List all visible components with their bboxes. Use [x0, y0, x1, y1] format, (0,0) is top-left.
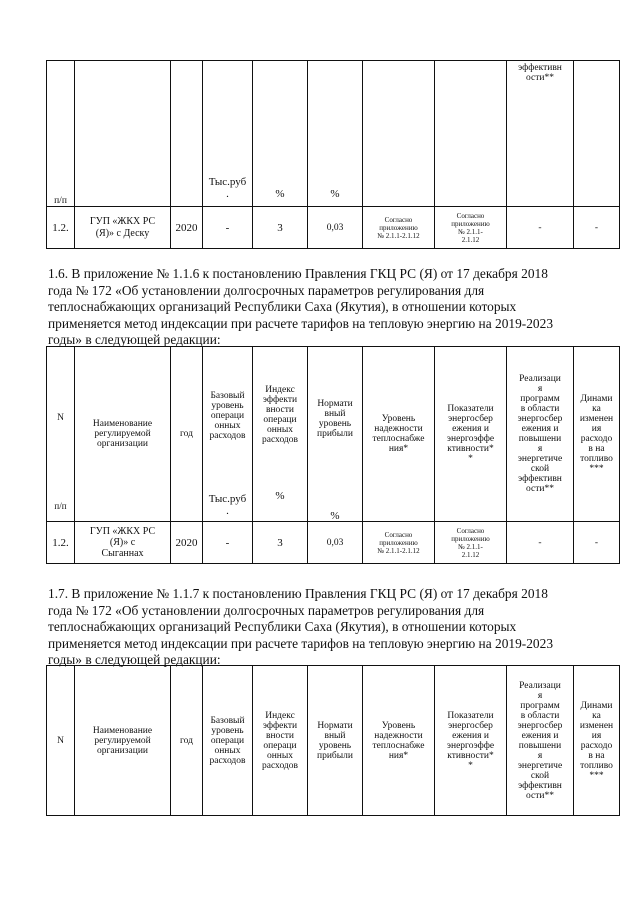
header-organization: Наименование регулируемой организации — [75, 347, 171, 522]
unit-percent: % — [275, 490, 285, 502]
header-tail: эффективн ости** — [507, 61, 574, 207]
unit-percent: % — [308, 61, 363, 207]
middle-table — [46, 346, 620, 564]
header-opex-index: Индекс эффекти вности оперaци онных расходов % — [253, 347, 308, 522]
unit-thousand-rub: Тыс.руб . — [208, 493, 247, 517]
header-profit-level: Нормати вный уровень прибыли — [308, 666, 363, 816]
unit-percent: % — [253, 61, 308, 207]
bottom-table — [46, 665, 620, 816]
header-fuel-dynamics: Динами ка изменен ия расходо в на топливо *** — [574, 347, 620, 522]
row-number-header: п/п — [47, 61, 75, 207]
table-row: 1.2. ГУП «ЖКХ РС (Я)» с Сыганнах 2020 - 3 0,03 Согласно приложению № 2.1.1-2.1.12 Согласно приложению № 2.1.1- 2.1.12 - - — [47, 522, 620, 564]
unit-thousand-rub: Тыс.руб . — [203, 61, 253, 207]
header-energy-saving: Показатели энергосбер ежения и энергоэффе ктивности* * — [435, 347, 507, 522]
header-opex-index: Индекс эффекти вности оперaци онных расходов — [253, 666, 308, 816]
header-base-opex: Базовый уровень оперaци онных расходов — [203, 666, 253, 816]
paragraph-1-6: 1.6. В приложение № 1.1.6 к постановлению Правления ГКЦ РС (Я) от 17 декабря 2018 года № 172 «Об установлении долгосрочных параметров регулирования для теплоснабжающих организаций Республики Саха (Якутия), в отношении которых применяется метод индексации при расчете тарифов на тепловую энергию на 2019-2023 годы» в следующей редакции: — [48, 266, 554, 347]
header-programs: Реализаци я программ в области энергосбер ежения и повышени я энергетиче ской эффективн ости** — [507, 347, 574, 522]
header-energy-saving: Показатели энергосбер ежения и энергоэффе ктивности* * — [435, 666, 507, 816]
table-row: 1.2. ГУП «ЖКХ РС (Я)» с Деску 2020 - 3 0,03 Согласно приложению № 2.1.1-2.1.12 Согласно приложению № 2.1.1- 2.1.12 - - — [47, 207, 620, 249]
header-profit-level: Нормати вный уровень прибыли % — [308, 347, 363, 522]
header-programs: Реализаци я программ в области энергосбер ежения и повышени я энергетиче ской эффективн ости** — [507, 666, 574, 816]
paragraph-1-7: 1.7. В приложение № 1.1.7 к постановлению Правления ГКЦ РС (Я) от 17 декабря 2018 года № 172 «Об установлении долгосрочных параметров регулирования для теплоснабжающих организаций Республики Саха (Якутия), в отношении которых применяется метод индексации при расчете тарифов на тепловую энергию на 2019-2023 годы» в следующей редакции: — [48, 586, 554, 667]
top-table — [46, 60, 620, 249]
header-fuel-dynamics: Динами ка изменен ия расходо в на топливо *** — [574, 666, 620, 816]
header-reliability: Уровень надежности теплоснабже ния* — [363, 666, 435, 816]
header-organization: Наименование регулируемой организации — [75, 666, 171, 816]
unit-percent: % — [330, 510, 340, 522]
header-year: год — [171, 347, 203, 522]
header-year: год — [171, 666, 203, 816]
header-reliability: Уровень надежности теплоснабже ния* — [363, 347, 435, 522]
header-n: N — [47, 666, 75, 816]
header-base-opex: Базовый уровень оперaци онных расходов Тыс.руб . — [203, 347, 253, 522]
header-n: N п/п — [47, 347, 75, 522]
